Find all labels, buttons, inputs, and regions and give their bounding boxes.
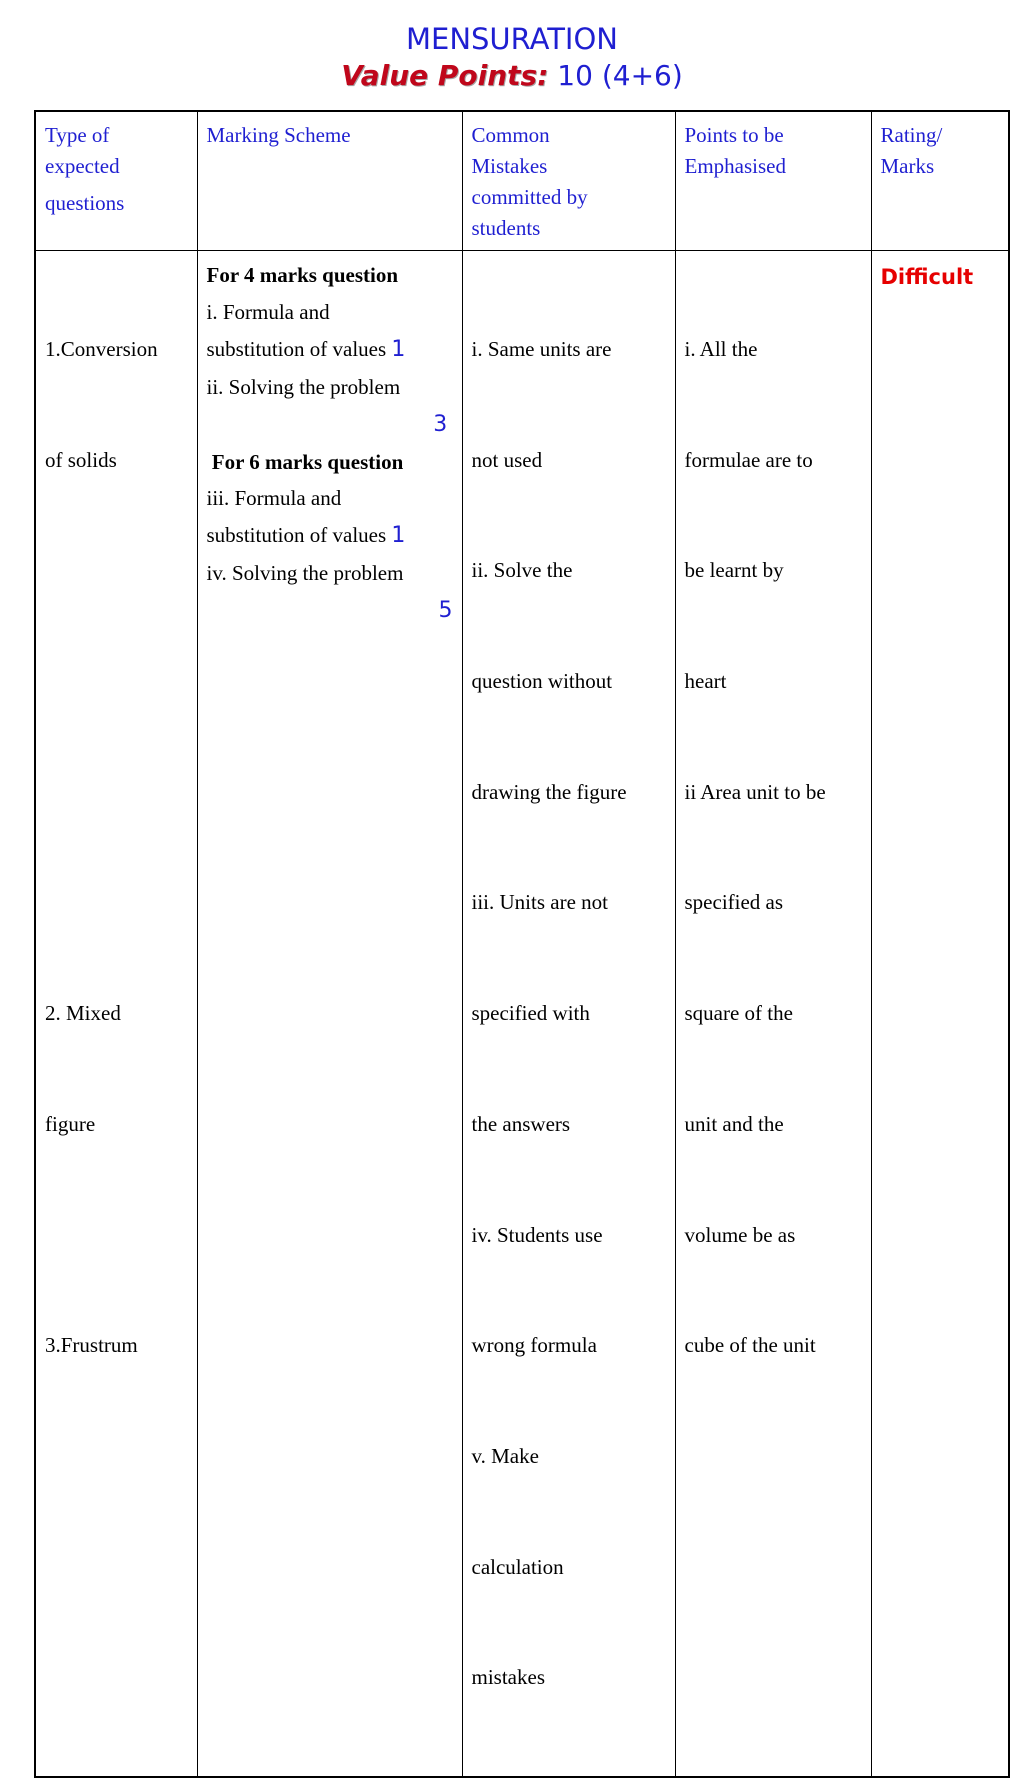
- question-type-line: [45, 1217, 188, 1254]
- question-type-line: [45, 552, 188, 589]
- marks-value: 5: [438, 598, 453, 624]
- page-subtitle: [0, 58, 1024, 94]
- value-points-label: Value Points:: [341, 59, 549, 92]
- question-type-line: 2. Mixed: [45, 1001, 121, 1026]
- header-line: Points to be: [684, 123, 784, 147]
- header-line: Common: [471, 123, 550, 147]
- question-type-line: figure: [45, 1111, 96, 1136]
- emphasis-line: volume be as: [684, 1222, 796, 1247]
- cell-rating: [871, 251, 1009, 1778]
- mistake-line: the answers: [471, 1111, 571, 1136]
- mistake-line: i. Same units are: [471, 336, 612, 361]
- marks-value: 1: [391, 336, 406, 362]
- marking-item-text: substitution of values: [206, 523, 392, 548]
- marking-scheme-table: [34, 110, 1010, 1778]
- mistake-line: mistakes: [471, 1665, 545, 1690]
- mistake-line: v. Make: [471, 1444, 539, 1468]
- emphasis-line: specified as: [684, 890, 784, 915]
- value-points-value: 10 (4+6): [548, 59, 683, 92]
- difficulty-rating: Difficult: [880, 265, 974, 289]
- cell-marking-scheme: [197, 251, 462, 1778]
- mistake-line: specified with: [471, 1001, 590, 1026]
- header-line: Marks: [880, 154, 935, 178]
- mistake-line: drawing the figure: [471, 779, 627, 804]
- question-type-line: 3.Frustrum: [45, 1333, 138, 1358]
- page-title: MENSURATION: [405, 22, 619, 56]
- mistake-line: iv. Students use: [471, 1222, 603, 1247]
- mistake-line: ii. Solve the: [471, 558, 573, 583]
- question-type-line: [45, 884, 188, 921]
- emphasis-line: ii Area unit to be: [684, 779, 826, 804]
- emphasis-line: heart: [684, 668, 727, 693]
- marking-item-marks-line: [207, 406, 453, 444]
- header-line: expected: [45, 154, 120, 178]
- question-type-line: 1.Conversion: [45, 336, 158, 361]
- cell-points-emphasised: [675, 251, 871, 1778]
- emphasis-line: unit and the: [684, 1111, 784, 1136]
- header-line: students: [471, 216, 541, 240]
- question-type-line: [45, 774, 188, 811]
- header-type-of-questions: [35, 111, 197, 251]
- marks-value: 3: [433, 411, 448, 437]
- marking-item: iii. Formula and: [206, 486, 342, 511]
- cell-common-mistakes: [462, 251, 675, 1778]
- header-rating-marks: [871, 111, 1009, 251]
- four-marks-heading: For 4 marks question: [206, 263, 399, 287]
- header-line: Type of: [45, 123, 110, 147]
- marking-item-text: substitution of values: [206, 336, 392, 361]
- cell-question-types: [35, 251, 197, 1778]
- marking-item: [207, 331, 453, 369]
- table-row: [35, 251, 1009, 1778]
- emphasis-line: be learnt by: [684, 558, 784, 583]
- title-block: [0, 22, 1024, 94]
- header-marking-scheme: [197, 111, 462, 251]
- mistake-line: calculation: [471, 1554, 564, 1579]
- marks-value: 1: [391, 523, 406, 549]
- marking-item: i. Formula and: [206, 299, 330, 324]
- header-line: Emphasised: [684, 154, 786, 178]
- mistake-line: wrong formula: [471, 1333, 597, 1358]
- question-type-line: of solids: [45, 447, 117, 472]
- header-line: Rating/: [880, 123, 943, 147]
- marking-item: iv. Solving the problem: [206, 561, 404, 586]
- mistake-line: iii. Units are not: [471, 890, 608, 915]
- mistake-line: question without: [471, 668, 613, 693]
- header-line: Mistakes: [471, 154, 548, 178]
- emphasis-line: cube of the unit: [684, 1333, 816, 1358]
- marking-item-marks-line: [207, 592, 453, 630]
- marking-item: [207, 517, 453, 555]
- emphasis-line: formulae are to: [684, 447, 813, 472]
- six-marks-heading: For 6 marks question: [206, 449, 404, 474]
- mistake-line: not used: [471, 447, 543, 472]
- header-common-mistakes: [462, 111, 675, 251]
- emphasis-line: square of the: [684, 1001, 793, 1026]
- emphasis-line: i. All the: [684, 336, 758, 361]
- question-type-line: [45, 663, 188, 700]
- header-line: questions: [45, 191, 125, 215]
- marking-item: ii. Solving the problem: [206, 374, 401, 399]
- table-header-row: [35, 111, 1009, 251]
- header-points-emphasised: [675, 111, 871, 251]
- header-line: committed by: [471, 185, 588, 209]
- header-line: Marking Scheme: [206, 123, 351, 147]
